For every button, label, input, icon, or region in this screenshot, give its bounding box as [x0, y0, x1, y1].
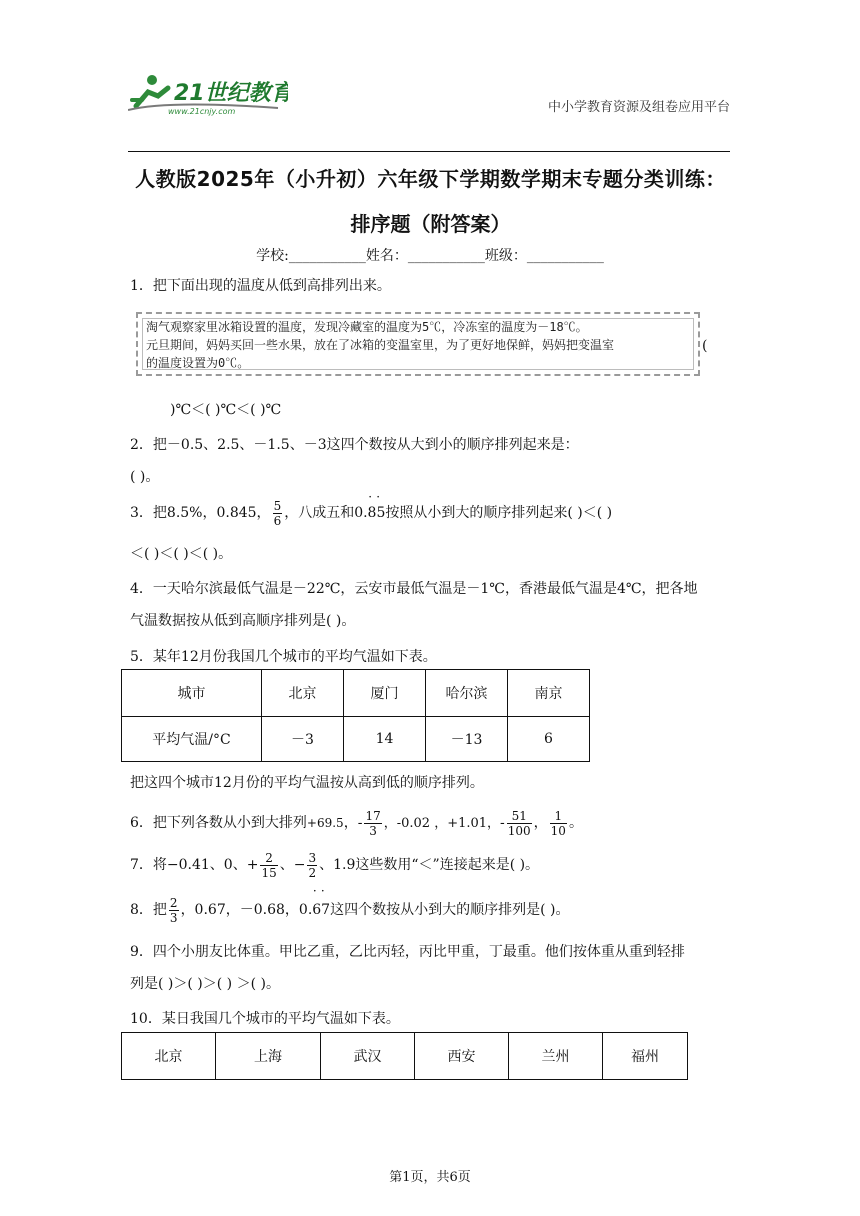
- table-cell: －13: [426, 717, 508, 762]
- q1-note-line: 元旦期间，妈妈买回一些水果，放在了冰箱的变温室里，为了更好地保鲜，妈妈把变温室: [146, 338, 615, 352]
- q4-line2: 气温数据按从低到高顺序排列是( )。: [130, 613, 356, 629]
- q3-text-b: ，八成五和: [284, 505, 355, 521]
- q3-fraction: $\frac{5}{6}$: [273, 498, 282, 528]
- info-line: 学校:___________姓名：___________班级：___________: [256, 248, 604, 264]
- q2-answer: ( )。: [130, 469, 160, 485]
- table-cell: 哈尔滨: [426, 670, 508, 717]
- table-cell: 西安: [415, 1033, 509, 1080]
- q6-sep: ，: [343, 815, 358, 831]
- q4-line1: 4．一天哈尔滨最低气温是－22℃，云安市最低气温是－1℃，香港最低气温是4℃，把各地: [130, 581, 698, 597]
- q1-note-line: 淘气观察家里冰箱设置的温度，发现冷藏室的温度为5℃，冷冻室的温度为－18℃。: [146, 320, 588, 334]
- table-cell: 武汉: [321, 1033, 415, 1080]
- page-number: 第1页，共6页: [389, 1170, 471, 1185]
- q5-instruction: 把这四个城市12月份的平均气温按从高到低的顺序排列。: [130, 775, 484, 791]
- q7-text: 、1.9这些数用“＜”连接起来是( )。: [319, 857, 540, 873]
- logo: [128, 70, 288, 116]
- runner-logo-icon: [128, 70, 288, 116]
- q6-line: [130, 805, 583, 842]
- table-cell: 14: [344, 717, 426, 762]
- table-cell: 北京: [122, 1033, 216, 1080]
- q6-sep: ，: [533, 815, 548, 831]
- q2-prompt: 2．把－0.5、2.5、－1.5、－3这四个数按从大到小的顺序排列起来是：: [130, 437, 579, 453]
- page-title: 人教版2025年（小升初）六年级下学期数学期末专题分类训练：: [135, 167, 726, 191]
- table-cell: 厦门: [344, 670, 426, 717]
- q6-sign: -: [357, 815, 363, 831]
- q8-fraction: $\frac{2}{3}$: [169, 895, 178, 925]
- q6-fraction: $\frac{1}{10}$: [550, 808, 566, 838]
- table-cell: 南京: [508, 670, 590, 717]
- platform-name: 中小学教育资源及组卷应用平台: [547, 100, 730, 115]
- q6-fraction: $\frac{17}{3}$: [365, 808, 381, 838]
- q7-line: [130, 847, 539, 883]
- q6-value: +69.5: [306, 816, 344, 830]
- q3-line2: ＜( )＜( )＜( )。: [130, 546, 233, 562]
- table-cell: 6: [508, 717, 590, 762]
- q3-line1: [130, 490, 613, 528]
- q7-fraction: $\frac{3}{2}$: [308, 850, 317, 880]
- header-divider: [128, 151, 730, 152]
- table-cell: －3: [262, 717, 344, 762]
- q6-end: 。: [568, 815, 583, 831]
- q7-fraction: $\frac{2}{15}$: [261, 850, 277, 880]
- q10-prompt: 10．某日我国几个城市的平均气温如下表。: [130, 1011, 400, 1027]
- logo-text: 21世纪教育: [174, 81, 288, 106]
- q6-fraction: $\frac{51}{100}$: [507, 808, 531, 838]
- q1-answer-line: )℃＜( )℃＜( )℃: [170, 402, 282, 418]
- q3-repeating-decimal: 0.85 · ·: [354, 490, 386, 521]
- q8-text: 8．把: [130, 902, 167, 918]
- q7-text: 7．将−0.41、0、+: [130, 857, 259, 873]
- q1-note-line: 的温度设置为0℃。: [146, 356, 250, 370]
- q1-paren: (: [702, 338, 708, 354]
- logo-url: www.21cnjy.com: [168, 107, 236, 116]
- q1-note-box: [136, 312, 700, 376]
- page-subtitle: 排序题（附答案）: [350, 212, 511, 236]
- q1-prompt: 1．把下面出现的温度从低到高排列出来。: [130, 278, 391, 294]
- q10-table: [121, 1032, 688, 1080]
- table-cell: 福州: [603, 1033, 688, 1080]
- q5-table: [121, 669, 590, 762]
- table-cell: 上海: [216, 1033, 321, 1080]
- table-cell: 城市: [122, 670, 262, 717]
- q8-text: ，0.67，－0.68，: [180, 902, 299, 918]
- q6-text: 6．把下列各数从小到大排列: [130, 815, 307, 831]
- q6-sign: -: [500, 815, 505, 831]
- q8-repeating-decimal: 0.67 · ·: [298, 884, 331, 918]
- q8-text: 这四个数按从小到大的顺序排列是( )。: [330, 902, 570, 918]
- table-cell: 兰州: [509, 1033, 603, 1080]
- table-cell: 平均气温/°C: [122, 717, 262, 762]
- q9-line2: 列是( )＞( )＞( ) ＞( )。: [130, 976, 280, 992]
- q5-prompt: 5．某年12月份我国几个城市的平均气温如下表。: [130, 649, 437, 665]
- q3-text-c: 按照从小到大的顺序排列起来( )＜( ): [385, 505, 613, 521]
- q7-text: 、−: [279, 857, 306, 873]
- q8-line: [130, 884, 570, 928]
- q3-text-a: 3．把8.5%，0.845，: [130, 505, 271, 521]
- q6-values: ，-0.02 ，+1.01，: [383, 816, 501, 831]
- q9-line1: 9．四个小朋友比体重。甲比乙重，乙比丙轻，丙比甲重，丁最重。他们按体重从重到轻排: [130, 944, 685, 960]
- table-cell: 北京: [262, 670, 344, 717]
